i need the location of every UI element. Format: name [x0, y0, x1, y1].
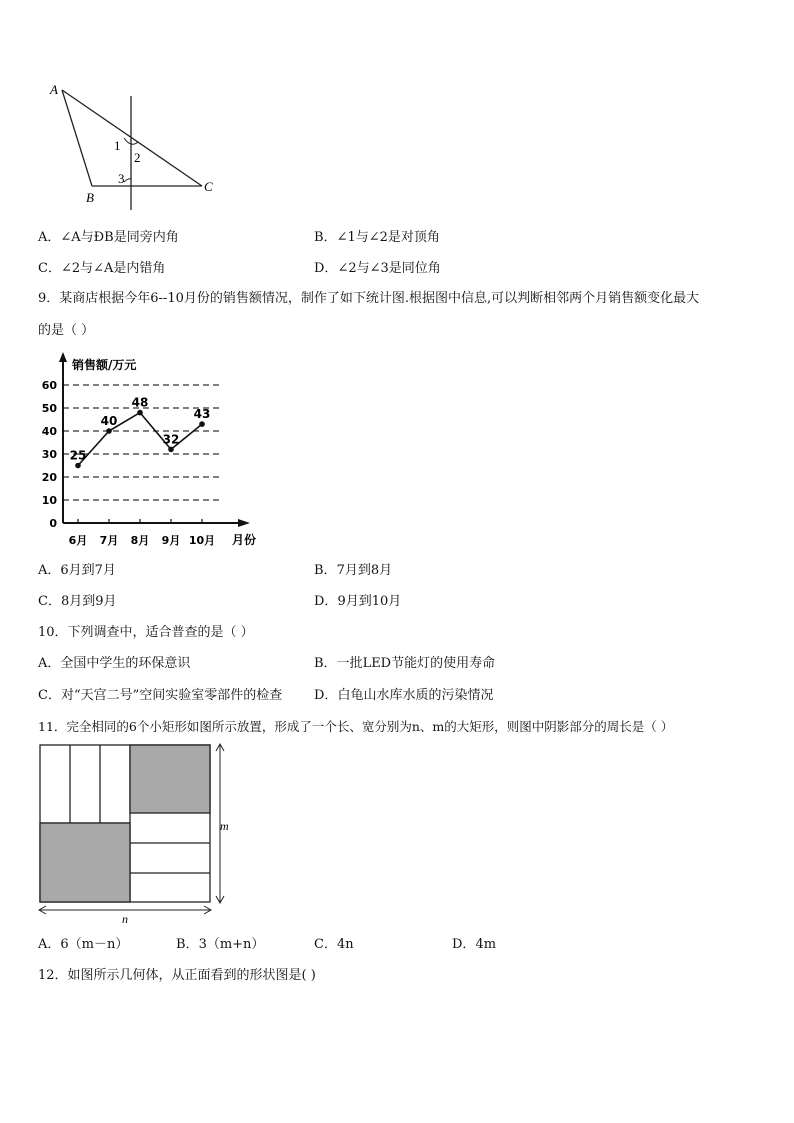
- y-tick-label: 30: [41, 448, 57, 461]
- y-tick-label: 0: [49, 517, 57, 530]
- option-text: 8月到9月: [60, 594, 117, 609]
- q11-option-b[interactable]: [176, 937, 264, 953]
- data-point: [199, 421, 205, 427]
- y-tick-label: 10: [41, 494, 57, 507]
- data-label: 40: [100, 414, 118, 428]
- series-line: [78, 413, 202, 466]
- y-tick-label: 50: [41, 402, 57, 415]
- option-text: ∠2与∠3是同位角: [337, 261, 441, 276]
- q10-option-a[interactable]: [38, 656, 190, 672]
- data-label: 43: [193, 407, 211, 422]
- q8-option-c[interactable]: [38, 261, 165, 277]
- q11-option-a[interactable]: [38, 937, 128, 953]
- q9-stem-line1: 9．某商店根据今年6--10月份的销售额情况，制作了如下统计图.根据图中信息,可以判断相邻两个月销售额变化最大: [38, 291, 700, 306]
- y-tick-label: 60: [41, 379, 57, 392]
- option-text: 3（m+n）: [198, 937, 265, 952]
- option-key: B．: [314, 563, 337, 578]
- sales-line-chart: [30, 348, 300, 553]
- option-key: B．: [314, 230, 337, 245]
- q11-option-d[interactable]: [452, 937, 496, 953]
- x-tick-label: 6月: [68, 534, 88, 547]
- shaded-region-top-right: [130, 745, 210, 813]
- q9-stem-line2: 的是（ ）: [38, 323, 95, 338]
- option-key: D．: [452, 937, 476, 952]
- q9-option-d[interactable]: [314, 594, 401, 610]
- option-key: A．: [38, 937, 61, 952]
- data-label: 32: [162, 432, 180, 447]
- q8-option-d[interactable]: [314, 261, 441, 277]
- option-text: 9月到10月: [337, 594, 402, 609]
- option-key: C．: [314, 937, 337, 952]
- option-text: 全国中学生的环保意识: [60, 656, 191, 671]
- option-key: D．: [314, 594, 338, 609]
- option-text: ∠2与∠A是内错角: [60, 261, 166, 276]
- q8-option-b[interactable]: [314, 230, 440, 246]
- option-text: 6（m－n）: [60, 937, 129, 952]
- option-key: B．: [314, 656, 337, 671]
- q12-stem: 12．如图所示几何体，从正面看到的形状图是( ): [38, 968, 316, 983]
- q10-stem: 10．下列调查中，适合普查的是（ ）: [38, 625, 254, 640]
- option-text: 7月到8月: [336, 563, 393, 578]
- q10-option-b[interactable]: [314, 656, 495, 672]
- option-text: 一批LED节能灯的使用寿命: [336, 656, 496, 671]
- option-key: A．: [38, 563, 61, 578]
- q10-option-c[interactable]: [38, 688, 282, 704]
- data-label: 25: [69, 448, 87, 463]
- option-text: 白龟山水库水质的污染情况: [337, 688, 494, 703]
- option-text: ∠1与∠2是对顶角: [336, 230, 440, 245]
- x-tick-label: 9月: [161, 534, 181, 547]
- angle-1-label: 1: [114, 138, 121, 153]
- data-point: [106, 428, 112, 434]
- data-point: [168, 447, 174, 453]
- rectangles-figure: [34, 740, 244, 926]
- dimension-m-label: m: [220, 819, 229, 833]
- option-text: 4n: [336, 937, 354, 952]
- q10-option-d[interactable]: [314, 688, 493, 704]
- data-point: [75, 463, 81, 469]
- option-text: 对“天宫二号”空间实验室零部件的检查: [60, 688, 283, 703]
- x-axis-title: 月份: [232, 533, 257, 547]
- y-axis-title: 销售额/万元: [72, 358, 137, 372]
- y-tick-label: 20: [41, 471, 57, 484]
- option-text: ∠A与ÐB是同旁内角: [60, 230, 179, 245]
- q9-option-c[interactable]: [38, 594, 117, 610]
- q9-option-b[interactable]: [314, 563, 392, 579]
- q11-option-c[interactable]: [314, 937, 354, 953]
- q11-stem: 11．完全相同的6个小矩形如图所示放置，形成了一个长、宽分别为n、m的大矩形，则图中阴影部分的周长是（ ）: [38, 719, 674, 734]
- option-key: A．: [38, 656, 61, 671]
- angle-3-label: 3: [118, 171, 125, 186]
- data-point: [137, 410, 143, 416]
- option-key: A．: [38, 230, 61, 245]
- y-axis-arrow: [59, 352, 67, 362]
- q9-option-a[interactable]: [38, 563, 116, 579]
- vertex-b-label: B: [86, 190, 94, 205]
- q8-option-a[interactable]: [38, 230, 179, 246]
- x-tick-label: 8月: [130, 534, 150, 547]
- dimension-n-label: n: [122, 912, 128, 926]
- y-tick-label: 40: [41, 425, 57, 438]
- option-key: D．: [314, 688, 338, 703]
- data-label: 48: [131, 395, 149, 410]
- option-key: C．: [38, 688, 61, 703]
- option-key: C．: [38, 594, 61, 609]
- option-key: D．: [314, 261, 338, 276]
- option-key: C．: [38, 261, 61, 276]
- option-text: 6月到7月: [60, 563, 116, 578]
- vertex-c-label: C: [204, 179, 213, 194]
- option-text: 4m: [475, 937, 497, 952]
- triangle-figure: [44, 80, 224, 210]
- angle-2-label: 2: [134, 150, 141, 165]
- vertex-a-label: A: [50, 82, 58, 97]
- x-axis-arrow: [238, 519, 250, 527]
- option-key: B．: [176, 937, 199, 952]
- x-tick-label: 10月: [188, 534, 216, 547]
- x-tick-label: 7月: [99, 534, 119, 547]
- shaded-region-bottom-left: [40, 823, 130, 902]
